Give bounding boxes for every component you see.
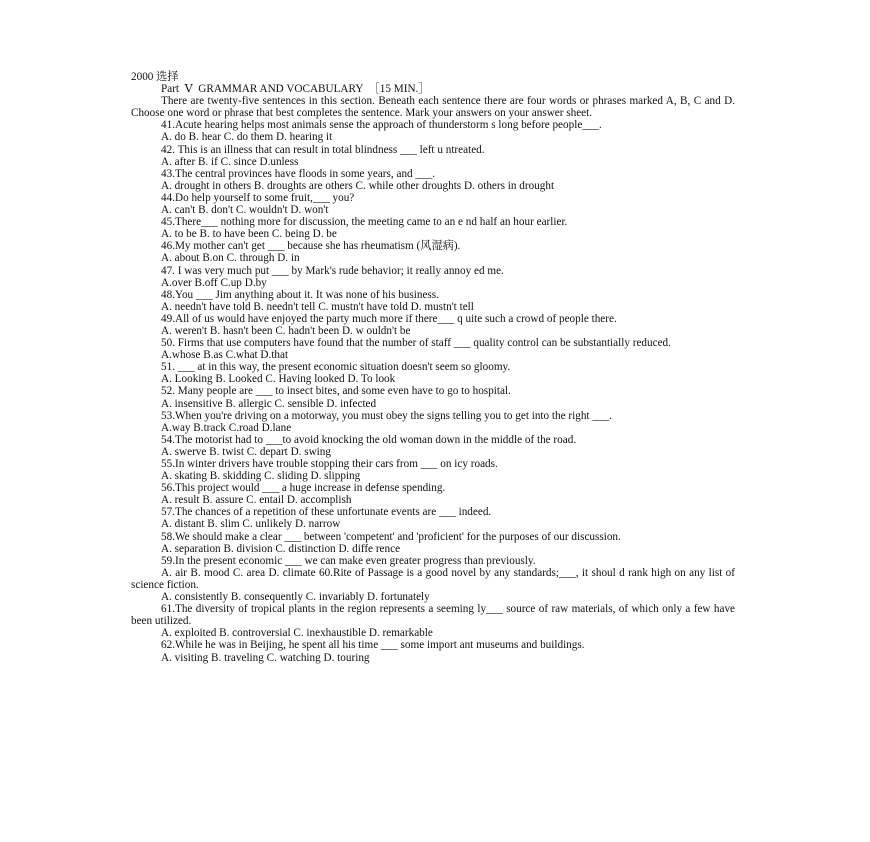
answer-options: A. skating B. skidding C. sliding D. slipping — [161, 470, 361, 483]
answer-options: A. weren't B. hasn't been C. hadn't been D. w ouldn't be — [161, 324, 411, 337]
answer-options: A. exploited B. controversial C. inexhaustible D. remarkable — [161, 627, 433, 640]
question-text: 52. Many people are ___ to insect bites, and some even have to go to hospital. — [161, 385, 511, 398]
question-text: 45.There___ nothing more for discussion, the meeting came to an e nd half an hour earlier. — [161, 216, 568, 229]
question-text: 57.The chances of a repetition of these unfortunate events are ___ indeed. — [161, 506, 492, 519]
question-text: 55.In winter drivers have trouble stopping their cars from ___ on icy roads. — [161, 458, 498, 470]
answer-options: A.way B.track C.road D.lane — [161, 421, 292, 434]
question-text: 53.When you're driving on a motorway, you must obey the signs telling you to get into the right ___. — [161, 409, 612, 422]
answer-options: A. needn't have told B. needn't tell C. mustn't have told D. mustn't tell — [161, 300, 474, 313]
answer-options: A. drought in others B. droughts are others C. while other droughts D. others in drought — [161, 179, 555, 192]
answer-options: A. can't B. don't C. wouldn't D. won't — [161, 204, 329, 217]
answer-options: A.whose B.as C.what D.that — [161, 349, 289, 362]
answer-options: A.over B.off C.up D.by — [161, 276, 267, 289]
part-heading: Part Ⅴ GRAMMAR AND VOCABULARY ［15 MIN.］ — [161, 83, 430, 96]
question-text: 56.This project would ___ a huge increase in defense spending. — [161, 482, 446, 495]
question-text: 41.Acute hearing helps most animals sense the approach of thunderstorm s long before people___. — [161, 119, 602, 132]
answer-options: A. insensitive B. allergic C. sensible D. infected — [161, 397, 377, 410]
answer-options: A. distant B. slim C. unlikely D. narrow — [161, 518, 341, 531]
question-text: 46.My mother can't get ___ because she has rheumatism (风湿病). — [161, 240, 461, 253]
question-text: 59.In the present economic ___ we can make even greater progress than previously. — [161, 554, 536, 567]
answer-options: A. about B.on C. through D. in — [161, 252, 300, 265]
section-instructions: There are twenty-five sentences in this section. Beneath each sentence there are four words or phrases marked A, B, C and D. Choose one word or phrase that best completes the sentence. Mark your answers on your answer sheet. — [131, 95, 735, 120]
answer-options: A. to be B. to have been C. being D. be — [161, 228, 337, 241]
question-text: 48.You ___ Jim anything about it. It was none of his business. — [161, 288, 439, 301]
answer-options: A. after B. if C. since D.unless — [161, 155, 299, 168]
document-title: 2000 选择 — [131, 71, 179, 83]
question-text: 43.The central provinces have floods in some years, and ___. — [161, 167, 436, 180]
question-text: 54.The motorist had to ___to avoid knocking the old woman down in the middle of the road. — [161, 433, 577, 446]
question-text: 62.While he was in Beijing, he spent all his time ___ some import ant museums and buildings. — [161, 639, 585, 652]
question-text: 44.Do help yourself to some fruit,___ you? — [161, 191, 355, 204]
question-text: 50. Firms that use computers have found that the number of staff ___ quality control can be substantially reduced. — [161, 337, 671, 350]
answer-options: A. Looking B. Looked C. Having looked D. To look — [161, 373, 396, 386]
answer-options: A. air B. mood C. area D. climate 60.Rite of Passage is a good novel by any standards;___, it shoul d rank high on any list of science fiction. — [131, 566, 735, 591]
answer-options: A. swerve B. twist C. depart D. swing — [161, 445, 331, 458]
question-text: 47. I was very much put ___ by Mark's rude behavior; it really annoy ed me. — [161, 264, 504, 277]
answer-options: A. result B. assure C. entail D. accomplish — [161, 494, 352, 507]
question-text: 61.The diversity of tropical plants in the region represents a seeming ly___ source of raw materials, of which only a few have been utilized. — [131, 603, 735, 628]
question-text: 49.All of us would have enjoyed the party much more if there___ q uite such a crowd of people there. — [161, 312, 617, 325]
question-list — [131, 119, 735, 663]
question-text: 51. ___ at in this way, the present economic situation doesn't seem so gloomy. — [161, 361, 511, 374]
question-text: 42. This is an illness that can result in total blindness ___ left u ntreated. — [161, 143, 485, 156]
answer-options: A. consistently B. consequently C. invariably D. fortunately — [161, 591, 430, 604]
answer-options: A. separation B. division C. distinction D. diffe rence — [161, 542, 401, 555]
answer-options: A. do B. hear C. do them D. hearing it — [161, 131, 333, 144]
question-text: 58.We should make a clear ___ between 'competent' and 'proficient' for the purposes of our discussion. — [161, 530, 621, 543]
document-page — [131, 71, 735, 664]
answer-options: A. visiting B. traveling C. watching D. touring — [161, 651, 370, 664]
